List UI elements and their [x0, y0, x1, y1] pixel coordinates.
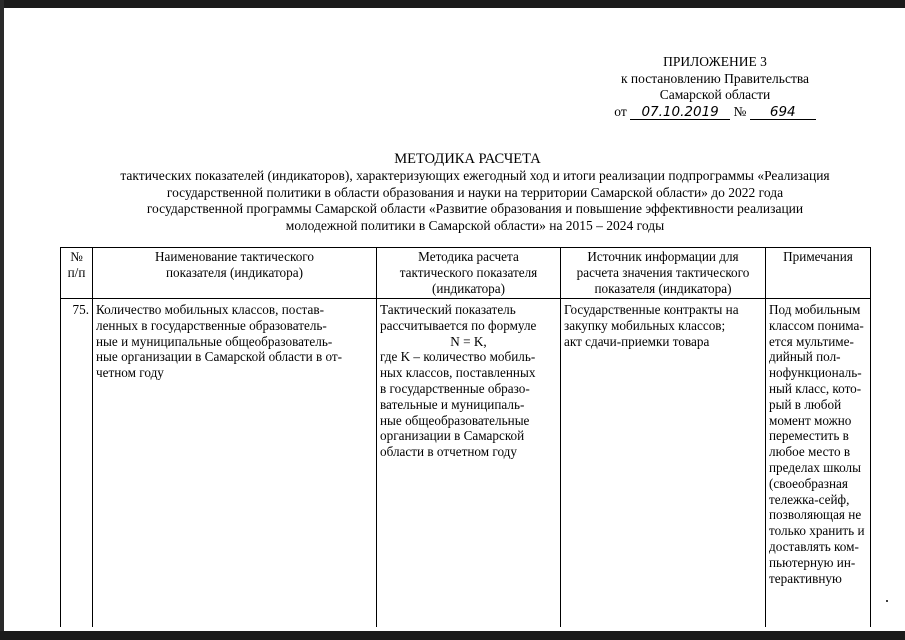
- text-line: Количество мобильных классов, постав-: [96, 302, 324, 317]
- text-line: ные общеобразовательные: [380, 412, 530, 428]
- subtitle-line: молодежной политики в Самарской области» на 2015 – 2024 годы: [285, 217, 665, 233]
- appendix-decree-line: к постановлению Правительства: [620, 70, 810, 86]
- subtitle-line: государственной политики в области образования и науки на территории Самарской области» до 2022 года: [166, 184, 784, 200]
- appendix-signature-line: [560, 104, 870, 121]
- header-source-line: показателя (индикатора): [594, 280, 732, 296]
- text-line: ется мультиме-: [769, 333, 854, 349]
- text-line: Государственные контракты на: [564, 302, 739, 317]
- document-title: МЕТОДИКА РАСЧЕТА: [394, 151, 541, 167]
- table-row: [61, 299, 871, 628]
- row-information-source: [561, 299, 766, 628]
- text-line: в государственные образо-: [380, 380, 530, 396]
- text-line: ных классов, поставленных: [380, 365, 536, 381]
- appendix-title: ПРИЛОЖЕНИЕ 3: [663, 54, 767, 69]
- text-line: Под мобильным: [769, 302, 861, 317]
- text-line: (своеобразная: [769, 475, 848, 491]
- table-header-row: [61, 248, 871, 299]
- text-line: позволяющая не: [769, 507, 862, 523]
- scan-edge-top: [0, 0, 905, 8]
- header-number: [61, 248, 93, 299]
- header-notes: Примечания: [766, 248, 871, 299]
- text-line: организации в Самарской: [380, 428, 525, 444]
- scan-speck: [886, 600, 888, 602]
- text-line: Тактический показатель: [380, 302, 516, 317]
- text-line: закупку мобильных классов;: [564, 317, 726, 333]
- header-indicator-name: [93, 248, 377, 299]
- appendix-block: [560, 54, 870, 120]
- text-line: вательные и муниципаль-: [380, 396, 525, 412]
- row-notes: [766, 299, 871, 628]
- formula: N = K,: [450, 333, 487, 349]
- text-line: ный класс, кото-: [769, 380, 862, 396]
- header-source-line: расчета значения тактического: [576, 264, 750, 280]
- text-line: ные и муниципальные общеобразователь-: [96, 333, 333, 349]
- from-label: от: [614, 103, 627, 119]
- text-line: терактивную: [769, 570, 842, 586]
- text-line: пьютерную ин-: [769, 554, 856, 570]
- header-method-line: Методика расчета: [418, 249, 519, 264]
- subtitle-line: государственной программы Самарской области «Развитие образования и повышение эффективности реализации: [146, 201, 804, 217]
- text-line: ленных в государственные образователь-: [96, 317, 327, 333]
- text-line: рассчитывается по формуле: [380, 317, 537, 333]
- handwritten-date: 07.10.2019: [630, 105, 730, 120]
- text-line: любое место в: [769, 444, 851, 460]
- text-line: четном году: [96, 365, 164, 381]
- text-line: доставлять ком-: [769, 538, 859, 554]
- text-line: момент можно: [769, 412, 852, 428]
- text-line: рый в любой: [769, 396, 842, 412]
- text-line: дийный пол-: [769, 349, 841, 365]
- number-label: №: [733, 103, 747, 119]
- row-number: 75.: [61, 299, 93, 628]
- text-line: ные организации в Самарской области в от-: [96, 349, 343, 365]
- text-line: тележка-сейф,: [769, 491, 850, 507]
- text-line: пределах школы: [769, 459, 861, 475]
- header-information-source: [561, 248, 766, 299]
- header-calculation-method: [377, 248, 561, 299]
- text-line: акт сдачи-приемки товара: [564, 333, 710, 349]
- header-source-line: Источник информации для: [587, 249, 739, 264]
- text-line: области в отчетном году: [380, 444, 517, 460]
- scan-edge-bottom: [0, 631, 905, 640]
- header-name-line: показателя (индикатора): [165, 264, 303, 280]
- header-number-line: п/п: [67, 264, 86, 280]
- appendix-region-line: Самарской области: [659, 87, 771, 102]
- handwritten-number: 694: [750, 105, 816, 120]
- scan-edge-left: [0, 0, 4, 640]
- text-line: только хранить и: [769, 523, 865, 539]
- document-subtitle: [60, 168, 890, 234]
- header-name-line: Наименование тактического: [155, 249, 314, 264]
- header-method-line: тактического показателя: [399, 264, 538, 280]
- subtitle-line: тактических показателей (индикаторов), характеризующих ежегодный ход и итоги реализации подпрограммы «Реализация: [120, 168, 830, 183]
- header-number-line: №: [70, 249, 83, 264]
- text-line: классом понима-: [769, 317, 864, 333]
- text-line: переместить в: [769, 428, 849, 444]
- text-line: нофункциональ-: [769, 365, 862, 381]
- header-method-line: (индикатора): [431, 280, 505, 296]
- text-line: где K – количество мобиль-: [380, 349, 536, 365]
- indicators-table: [60, 247, 871, 627]
- row-indicator-name: [93, 299, 377, 628]
- row-calculation-method: [377, 299, 561, 628]
